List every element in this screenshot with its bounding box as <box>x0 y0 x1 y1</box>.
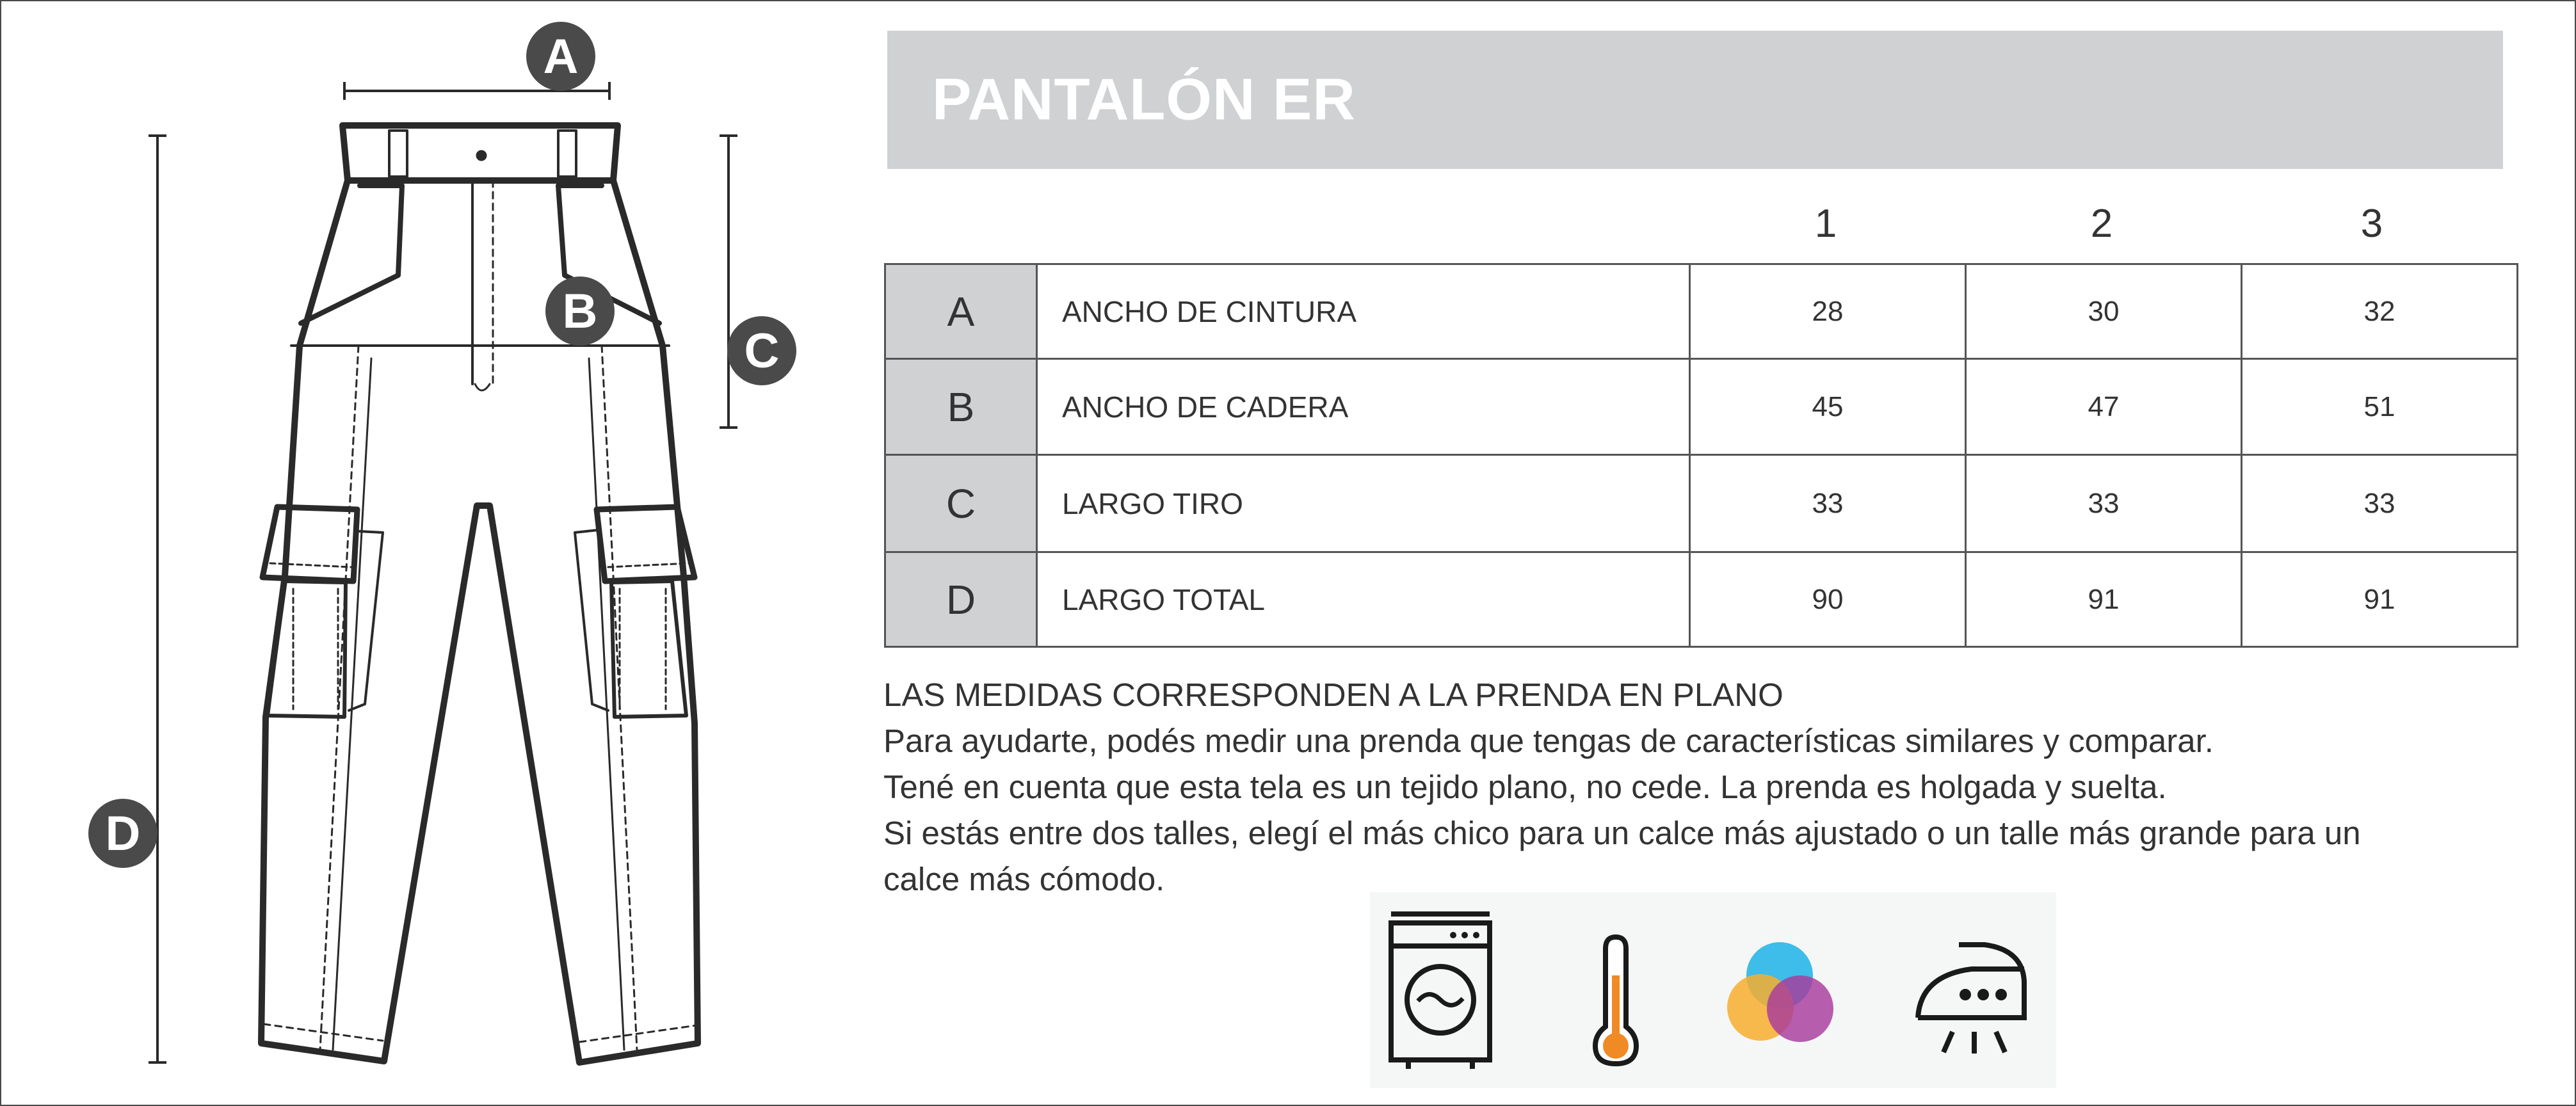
note-line: LAS MEDIDAS CORRESPONDEN A LA PRENDA EN PLANO <box>883 677 1783 713</box>
row-value: 47 <box>1966 359 2242 455</box>
care-icons-panel <box>1370 892 2056 1088</box>
row-letter: B <box>885 359 1037 455</box>
size-header-3: 3 <box>2360 202 2383 246</box>
row-value: 45 <box>1690 359 1966 455</box>
row-value: 33 <box>1966 455 2242 552</box>
row-measure-name: ANCHO DE CINTURA <box>1037 264 1690 359</box>
badge-a-label: A <box>543 29 579 84</box>
row-measure-name: LARGO TIRO <box>1037 455 1690 552</box>
row-value: 32 <box>2242 264 2518 359</box>
left-cargo-flap <box>262 507 357 581</box>
title-bar <box>887 31 2503 169</box>
row-value: 30 <box>1966 264 2242 359</box>
pants-illustration <box>0 0 883 1106</box>
color-circles-icon <box>1727 942 1833 1042</box>
note-line: Si estás entre dos talles, elegí el más chico para un calce más ajustado o un talle más grande para un calce más cómodo. <box>883 815 2361 897</box>
table-row <box>885 359 2518 455</box>
thermometer-icon <box>1595 937 1636 1064</box>
note-line: Tené en cuenta que esta tela es un tejido plano, no cede. La prenda es holgada y suelta. <box>883 769 2167 805</box>
badge-c <box>727 316 796 385</box>
row-value: 51 <box>2242 359 2518 455</box>
table-row <box>885 264 2518 359</box>
size-table <box>884 263 2518 648</box>
row-letter: A <box>885 264 1037 359</box>
row-value: 91 <box>1966 552 2242 647</box>
right-cargo-pocket <box>611 581 686 717</box>
row-value: 28 <box>1690 264 1966 359</box>
badge-a <box>526 22 595 91</box>
table-row <box>885 552 2518 647</box>
washing-machine-icon <box>1391 914 1490 1069</box>
badge-c-label: C <box>744 324 780 378</box>
badge-d <box>88 799 157 868</box>
badge-b <box>545 276 615 346</box>
badge-b-label: B <box>562 284 598 339</box>
iron-icon <box>1918 945 2024 1054</box>
measurement-notes <box>883 672 2445 902</box>
row-measure-name: LARGO TOTAL <box>1037 552 1690 647</box>
product-title: PANTALÓN ER <box>932 67 1356 132</box>
badge-d-label: D <box>105 806 141 861</box>
note-line: Para ayudarte, podés medir una prenda que tengas de características similares y comparar. <box>883 723 2214 759</box>
row-value: 33 <box>1690 455 1966 552</box>
row-letter: C <box>885 455 1037 552</box>
table-row <box>885 455 2518 552</box>
size-header-1: 1 <box>1814 202 1837 246</box>
row-value: 90 <box>1690 552 1966 647</box>
row-measure-name: ANCHO DE CADERA <box>1037 359 1690 455</box>
row-value: 91 <box>2242 552 2518 647</box>
row-value: 33 <box>2242 455 2518 552</box>
size-header-2: 2 <box>2090 202 2113 246</box>
row-letter: D <box>885 552 1037 647</box>
